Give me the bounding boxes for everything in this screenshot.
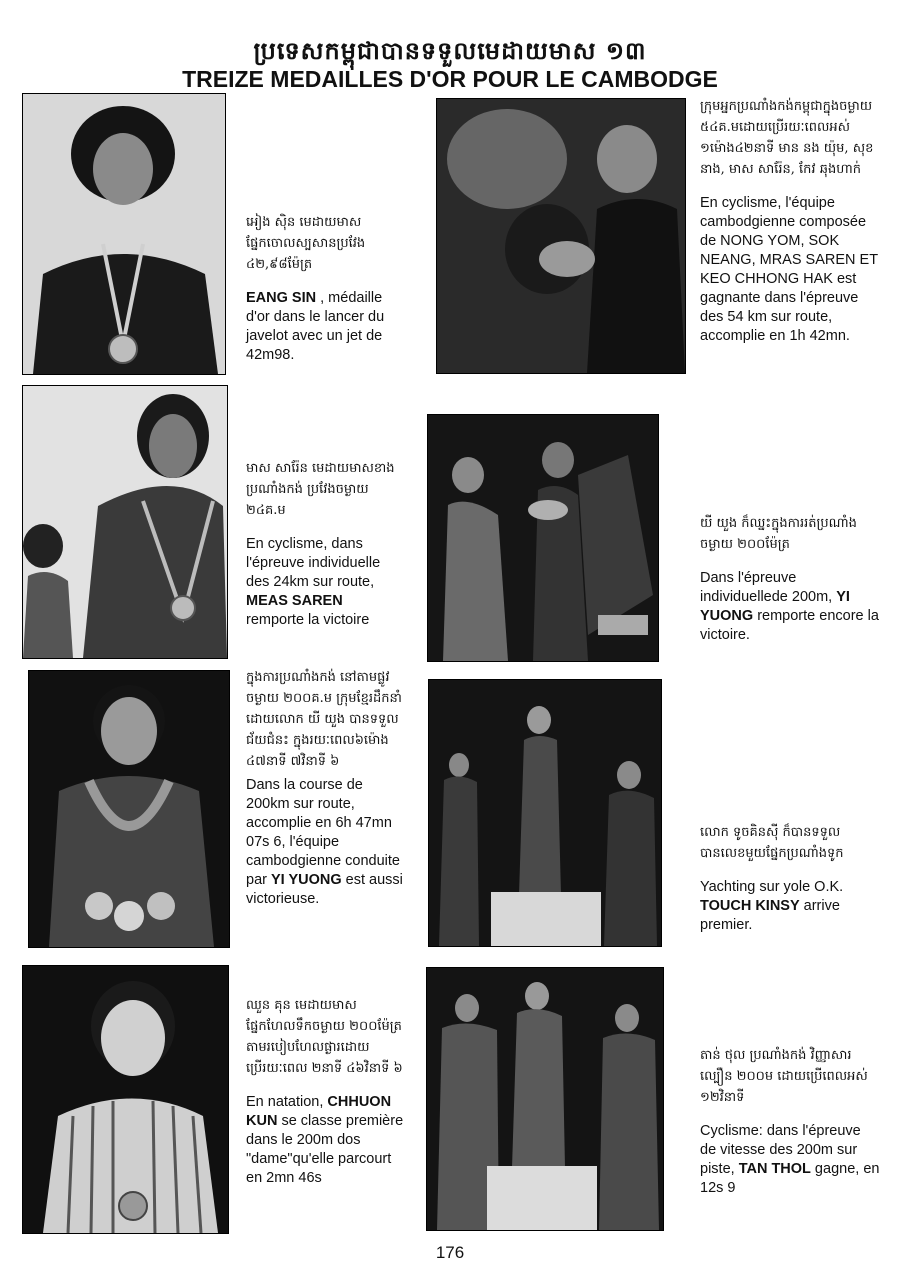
caption-chhuon-kun-khmer: ឈួន គុន មេដាយមាស ផ្នែកហែលទឹកចម្ងាយ ២០០ម៉ែត្រតាមរបៀបហែលផ្ងារដោយប្រើរយៈពេល ២នាទី ៤៦វិនាទី ៦ (246, 998, 403, 1076)
photo-yi-yuong-200m (427, 414, 659, 662)
page-title-khmer: ប្រទេសកម្ពុជាបានទទួលមេដាយមាស ១៣ (253, 36, 647, 65)
caption-text: remporte encore la victoire. (700, 608, 879, 643)
athlete-name: TAN THOL (738, 1161, 811, 1177)
photo-touch-kinsy (428, 679, 662, 947)
caption-cycling-team (700, 96, 884, 346)
caption-cycling-team-khmer: ក្រុមអ្នកប្រណាំងកង់កម្ពុជាក្នុងចម្ងាយ ៥៤គ.មដោយប្រើរយៈពេលអស់ ១ម៉ោង៤២នាទី មាន នង យ៉ុម, សុខ នាង, មាស សារ៉ែន, កែវ ឆុងហាក់ (700, 99, 874, 177)
photo-cycling-team (436, 98, 686, 374)
caption-yi-yuong-200m (700, 513, 880, 645)
caption-yi-yuong-road-khmer: ក្នុងការប្រណាំងកង់ នៅតាមផ្លូវចម្ងាយ ២០០គ.ម ក្រុមខ្មែរដឹកនាំដោយលោក យី យួង បានទទួលជ័យជំនះ ក្នុងរយៈពេល៦ម៉ោង ៤៧នាទី ៧វិនាទី ៦ (246, 670, 402, 769)
athlete-name: MEAS SAREN (246, 593, 343, 609)
caption-yi-yuong-200m-khmer: យី យួង ក៏ឈ្នះក្នុងការរត់ប្រណាំងចម្ងាយ ២០០ម៉ែត្រ (700, 516, 857, 552)
caption-tan-thol (700, 1045, 880, 1198)
caption-text: arrive premier. (700, 898, 840, 933)
caption-text: En natation, (246, 1094, 328, 1110)
caption-yi-yuong-200m-french (700, 569, 880, 645)
caption-text: En cyclisme, dans l'épreuve individuelle des 24km sur route, (246, 536, 381, 590)
caption-text: Cyclisme: dans l'épreuve de vitesse des 200m sur piste, (700, 1123, 861, 1177)
photo-eang-sin (22, 93, 226, 375)
caption-meas-saren-french (246, 535, 396, 630)
athlete-name: YI YUONG (271, 872, 342, 888)
photo-meas-saren (22, 385, 228, 659)
caption-yi-yuong-road (246, 667, 406, 909)
caption-text: gagne, en 12s 9 (700, 1161, 880, 1196)
photo-tan-thol (426, 967, 664, 1231)
caption-touch-kinsy-french (700, 878, 880, 935)
caption-text: remporte la victoire (246, 612, 370, 628)
athlete-name: YI YUONG (700, 589, 850, 624)
caption-eang-sin-khmer: អៀង ស៊ិន មេដាយមាស ផ្នែកចោលស្បសានប្រវែង ៤២,៩៨ម៉ែត្រ (246, 215, 366, 272)
athlete-name: TOUCH KINSY (700, 898, 800, 914)
caption-text: est aussi victorieuse. (246, 872, 403, 907)
photo-chhuon-kun (22, 965, 229, 1234)
caption-text: se classe première dans le 200m dos "dame"qu'elle parcourt en 2mn 46s (246, 1113, 404, 1186)
caption-meas-saren (246, 458, 396, 630)
page-number: 176 (435, 1243, 465, 1262)
athlete-name: EANG SIN (246, 290, 317, 306)
caption-chhuon-kun-french (246, 1093, 406, 1188)
caption-text: Dans la course de 200km sur route, accomplie en 6h 47mn 07s 6, l'équipe cambodgienne conduite par (246, 777, 400, 888)
caption-chhuon-kun (246, 995, 406, 1188)
caption-tan-thol-khmer: តាន់ ថុល ប្រណាំងកង់ វិញ្ញាសារល្បឿន ២០០ម ដោយប្រើពេលអស់ ១២វិនាទី (700, 1048, 868, 1105)
athlete-name: CHHUON KUN (246, 1094, 392, 1129)
caption-meas-saren-khmer: មាស សារ៉ែន មេដាយមាសខាងប្រណាំងកង់ ប្រវែងចម្ងាយ ២៤គ.ម (246, 461, 395, 518)
caption-eang-sin (246, 212, 406, 365)
caption-text: Dans l'épreuve individuellede 200m, (700, 570, 837, 605)
caption-cycling-team-french: En cyclisme, l'équipe cambodgienne composée de NONG YOM, SOK NEANG, MRAS SAREN ET KEO CHHONG HAK est gagnante dans l'épreuve des 54 km sur route, accomplie en 1h 42mn. (700, 195, 878, 344)
page-title-french: TREIZE MEDAILLES D'OR POUR LE CAMBODGE (182, 66, 718, 92)
caption-text: , médaille d'or dans le lancer du javelot avec un jet de 42m98. (246, 290, 385, 363)
caption-touch-kinsy-khmer: លោក ទូចគិនស៊ី ក៏បានទទួលបានលេខមួយផ្នែកប្រណាំងទូក (700, 825, 844, 861)
photo-yi-yuong-road (28, 670, 230, 948)
caption-touch-kinsy (700, 822, 880, 935)
caption-text: Yachting sur yole O.K. (700, 879, 844, 895)
caption-yi-yuong-road-french (246, 776, 406, 909)
caption-eang-sin-french (246, 289, 406, 365)
caption-tan-thol-french (700, 1122, 880, 1198)
